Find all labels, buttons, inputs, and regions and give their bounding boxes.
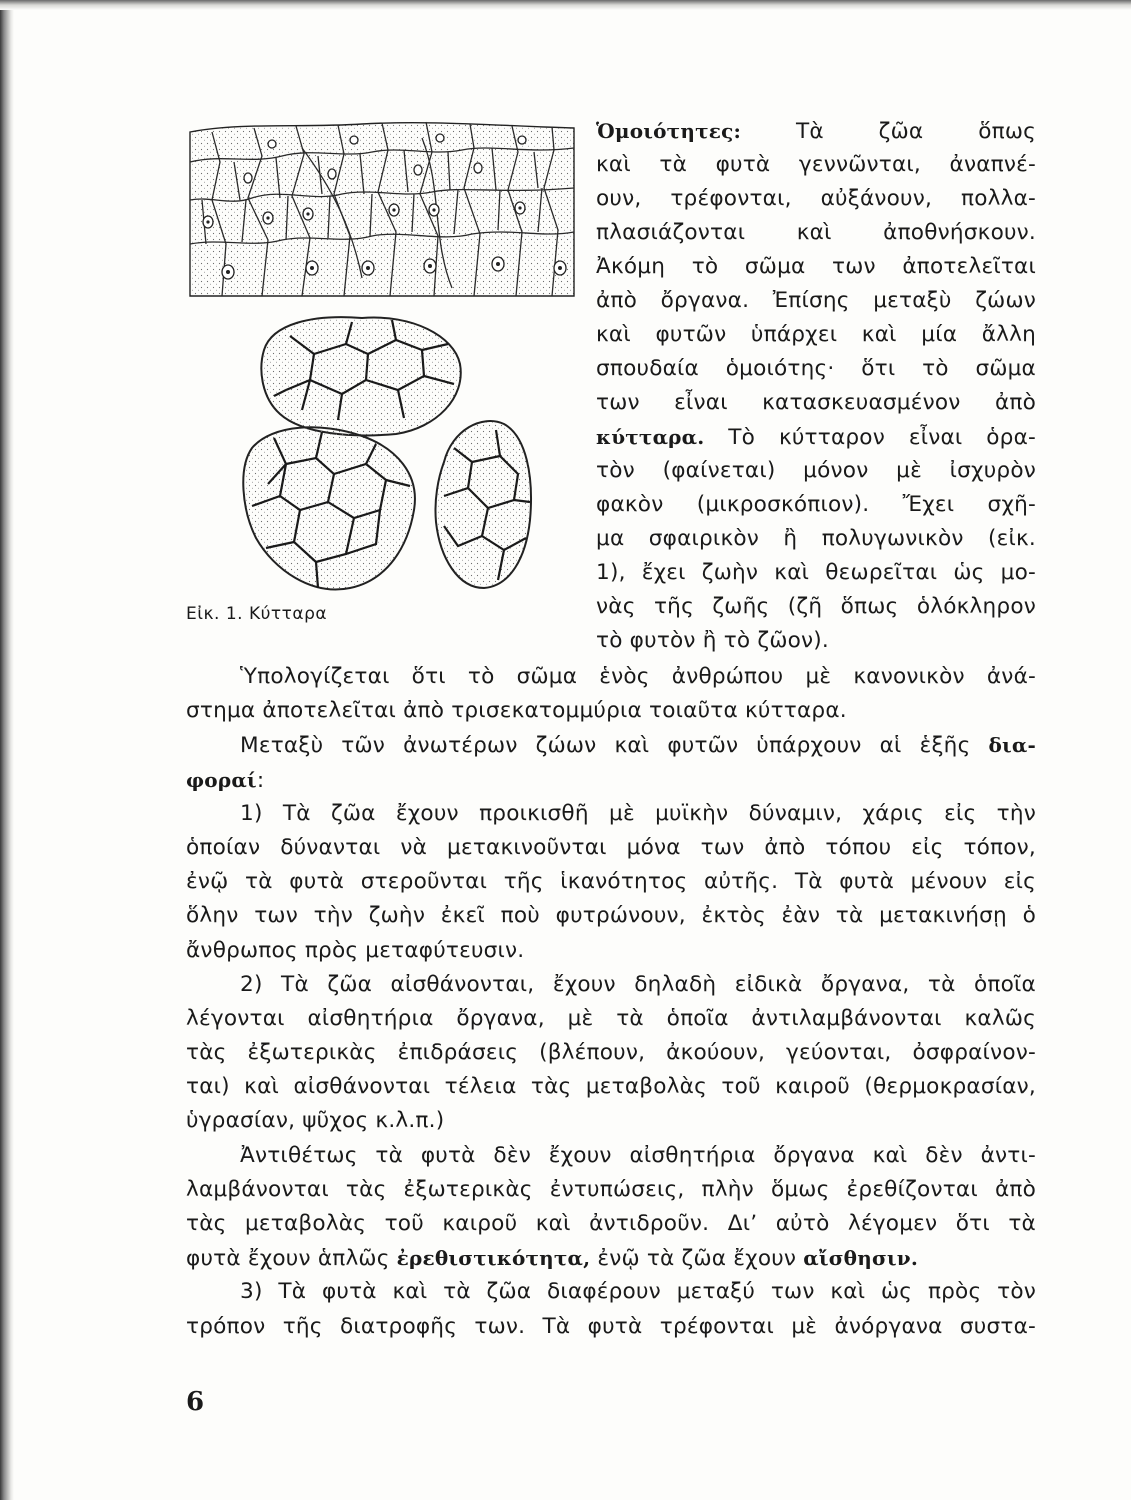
cells-illustration (182, 118, 582, 598)
text-line: μα σφαιρικὸν ἢ πολυγωνικὸν (εἰκ. (596, 526, 1036, 551)
text-line: ουν, τρέφονται, αὐξάνουν, πολλα- (596, 186, 1036, 211)
text-line: τὸν (φαίνεται) μόνον μὲ ἰσχυρὸν (596, 458, 1036, 483)
text-line: Ἀντιθέτως τὰ φυτὰ δὲν ἔχουν αἰσθητήρια ὄργανα καὶ δὲν ἀντι- (240, 1142, 1036, 1168)
text-span: Τὰ ζῶα ὅπως (741, 119, 1036, 144)
text-line (186, 1241, 1036, 1275)
text-line: ὑγρασίαν, ψῦχος κ.λ.π.) (186, 1108, 445, 1134)
bold-term: ἐρεθιστικότητα, (396, 1246, 591, 1271)
text-line: ἀπὸ ὄργανα. Ἐπίσης μεταξὺ ζώων (596, 288, 1036, 313)
text-line: 3) Τὰ φυτὰ καὶ τὰ ζῶα διαφέρουν μεταξύ των καὶ ὡς πρὸς τὸν (240, 1279, 1036, 1305)
page-left-edge-shadow (0, 0, 14, 1500)
text-line: των εἶναι κατασκευασμένον ἀπὸ (596, 390, 1036, 415)
text-line: στημα ἀποτελεῖται ἀπὸ τρισεκατομμύρια τοιαῦτα κύτταρα. (186, 698, 847, 724)
text-line: καὶ φυτῶν ὑπάρχει καὶ μία ἄλλη (596, 322, 1036, 347)
bold-term: αἴσθησιν. (803, 1246, 919, 1271)
bold-term: κύτταρα. (596, 425, 705, 449)
side-paragraph (596, 114, 1036, 658)
text-line: φακὸν (μικροσκόπιον). Ἔχει σχῆ- (596, 492, 1036, 517)
text-line: 2) Τὰ ζῶα αἰσθάνονται, ἔχουν δηλαδὴ εἰδικὰ ὄργανα, τὰ ὁποῖα (240, 971, 1036, 997)
text-span: Μεταξὺ τῶν ἀνωτέρων ζώων καὶ φυτῶν ὑπάρχουν αἱ ἑξῆς (240, 733, 989, 759)
text-span: φυτὰ ἔχουν ἁπλῶς (186, 1246, 397, 1272)
text-line: νὰς τῆς ζωῆς (ζῆ ὅπως ὁλόκληρον (596, 594, 1036, 619)
text-line: λαμβάνονται τὰς ἐξωτερικὰς ἐντυπώσεις, πλὴν ὅμως ἐρεθίζονται ἀπὸ (186, 1176, 1036, 1202)
cell-group-lower-left (243, 427, 415, 589)
text-line: ὁποίαν δύνανται νὰ μετακινοῦνται μόνα των ἀπὸ τόπου εἰς τόπον, (186, 834, 1036, 860)
text-span: : (256, 767, 265, 793)
text-span: ἐνῷ τὰ ζῶα ἔχουν (590, 1246, 804, 1272)
text-line: τὰς μεταβολὰς τοῦ καιροῦ καὶ ἀντιδροῦν. Διʼ αὐτὸ λέγομεν ὅτι τὰ (186, 1211, 1036, 1236)
text-line (596, 420, 1036, 454)
cell-group-upper (261, 317, 460, 435)
text-line (186, 763, 1036, 797)
bold-term: φοραί (186, 767, 257, 792)
text-line: 1) Τὰ ζῶα ἔχουν προικισθῆ μὲ μυϊκὴν δύναμιν, χάρις εἰς τὴν (240, 800, 1036, 826)
text-line: Ὑπολογίζεται ὅτι τὸ σῶμα ἑνὸς ἀνθρώπου μὲ κανονικὸν ἀνά- (240, 664, 1036, 689)
text-line: καὶ τὰ φυτὰ γεννῶνται, ἀναπνέ- (596, 152, 1036, 177)
text-line: Ἀκόμη τὸ σῶμα των ἀποτελεῖται (596, 254, 1036, 279)
text-line: τὸ φυτὸν ἢ τὸ ζῶον). (596, 628, 829, 653)
text-line: τρόπον τῆς διατροφῆς των. Τὰ φυτὰ τρέφονται μὲ ἀνόργανα συστα- (186, 1313, 1036, 1339)
main-body-text (186, 660, 1036, 1344)
page-number: 6 (186, 1387, 205, 1417)
text-line: ὅλην των τὴν ζωὴν ἐκεῖ ποὺ φυτρώνουν, ἐκτὸς ἐὰν τὰ μετακινήσῃ ὁ (186, 903, 1036, 929)
bold-term: δια- (988, 733, 1036, 758)
text-line: ἄνθρωπος πρὸς μεταφύτευσιν. (186, 937, 525, 963)
text-span: Τὸ κύτταρον εἶναι ὁρα- (704, 425, 1036, 450)
text-line (596, 114, 1036, 148)
text-line: ἐνῷ τὰ φυτὰ στεροῦνται τῆς ἱκανότητος αὐτῆς. Τὰ φυτὰ μένουν εἰς (186, 869, 1036, 895)
figure-caption: Εἰκ. 1. Κύτταρα (186, 604, 328, 624)
text-line: πλασιάζονται καὶ ἀποθνήσκουν. (596, 220, 1036, 245)
text-line: ται) καὶ αἰσθάνονται τέλεια τὰς μεταβολὰς τοῦ καιροῦ (θερμοκρασίαν, (186, 1074, 1036, 1100)
page-top-edge-shadow (0, 0, 1131, 10)
text-line: 1), ἔχει ζωὴν καὶ θεωρεῖται ὡς μο- (596, 560, 1036, 585)
text-line: λέγονται αἰσθητήρια ὄργανα, μὲ τὰ ὁποῖα ἀντιλαμβάνονται καλῶς (186, 1005, 1036, 1031)
cell-group-lower-right (435, 421, 531, 588)
text-line: σπουδαία ὁμοιότης· ὅτι τὸ σῶμα (596, 356, 1036, 381)
text-line: τὰς ἐξωτερικὰς ἐπιδράσεις (βλέπουν, ἀκούουν, γεύονται, ὀσφραίνον- (186, 1040, 1036, 1066)
text-line (186, 728, 1036, 762)
epithelium-tissue (190, 122, 574, 296)
bold-term: Ὁμοιότητες: (596, 119, 742, 143)
